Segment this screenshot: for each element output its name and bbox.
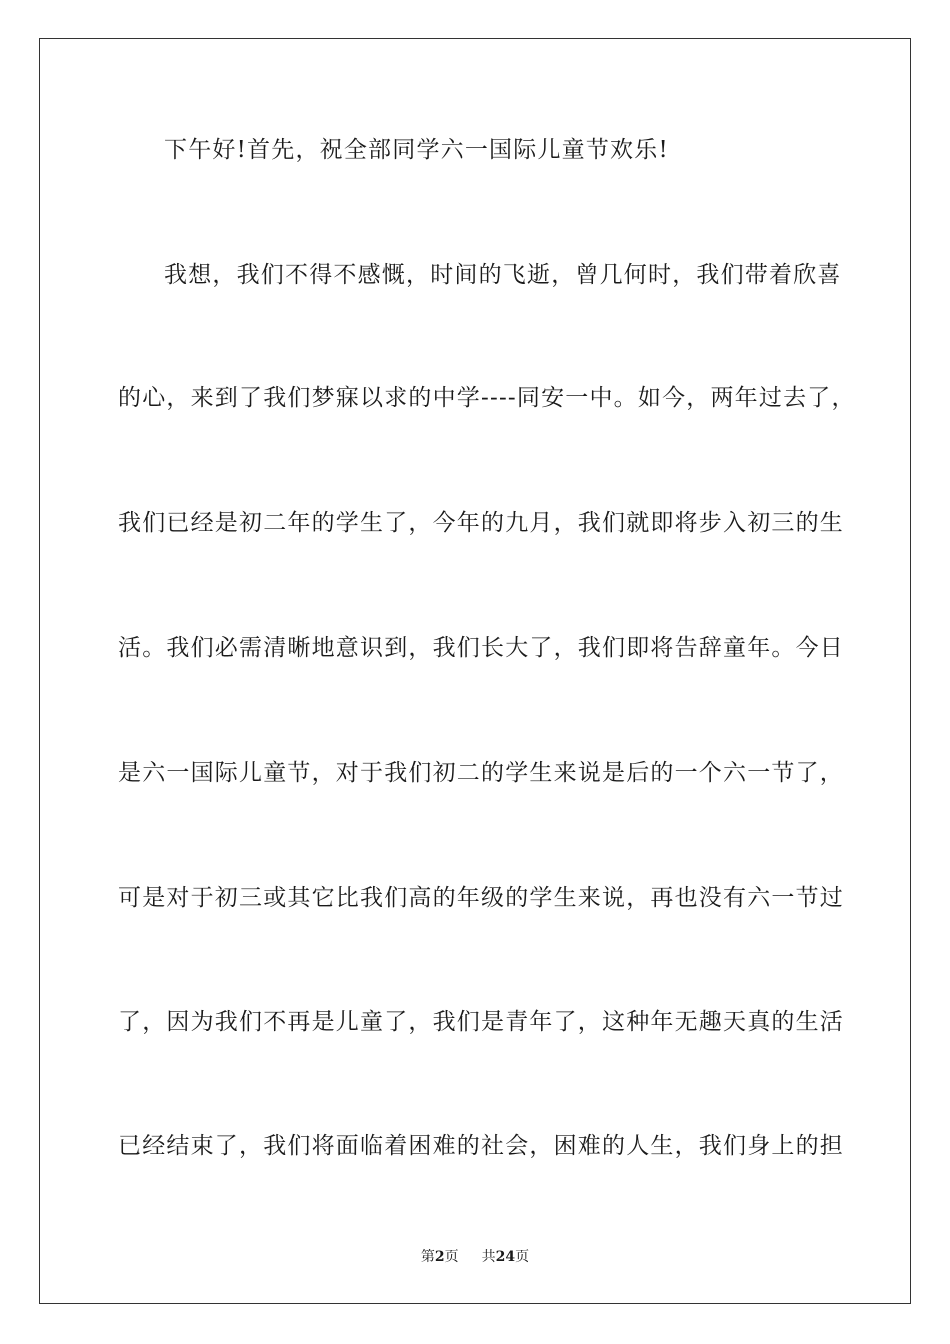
page-border bbox=[39, 38, 911, 1304]
paragraph-line: 已经结束了，我们将面临着困难的社会，困难的人生，我们身上的担 bbox=[118, 1133, 844, 1159]
page-footer bbox=[0, 1247, 950, 1267]
paragraph-line: 可是对于初三或其它比我们高的年级的学生来说，再也没有六一节过 bbox=[118, 885, 844, 911]
total-pages-indicator: 共24页 bbox=[481, 1249, 530, 1265]
page-number-indicator: 第2页 bbox=[420, 1249, 459, 1265]
paragraph-line: 是六一国际儿童节，对于我们初二的学生来说是后的一个六一节了， bbox=[118, 760, 844, 786]
paragraph-line: 活。我们必需清晰地意识到，我们长大了，我们即将告辞童年。今日 bbox=[118, 635, 844, 661]
paragraph-line: 我想，我们不得不感慨，时间的飞逝，曾几何时，我们带着欣喜 bbox=[164, 262, 842, 288]
paragraph-line: 我们已经是初二年的学生了，今年的九月，我们就即将步入初三的生 bbox=[118, 510, 844, 536]
paragraph-line: 的心，来到了我们梦寐以求的中学----同安一中。如今，两年过去了， bbox=[118, 385, 856, 411]
paragraph-line: 了，因为我们不再是儿童了，我们是青年了，这种年无趣天真的生活 bbox=[118, 1009, 844, 1035]
paragraph-line-greeting: 下午好!首先，祝全部同学六一国际儿童节欢乐! bbox=[164, 137, 669, 163]
